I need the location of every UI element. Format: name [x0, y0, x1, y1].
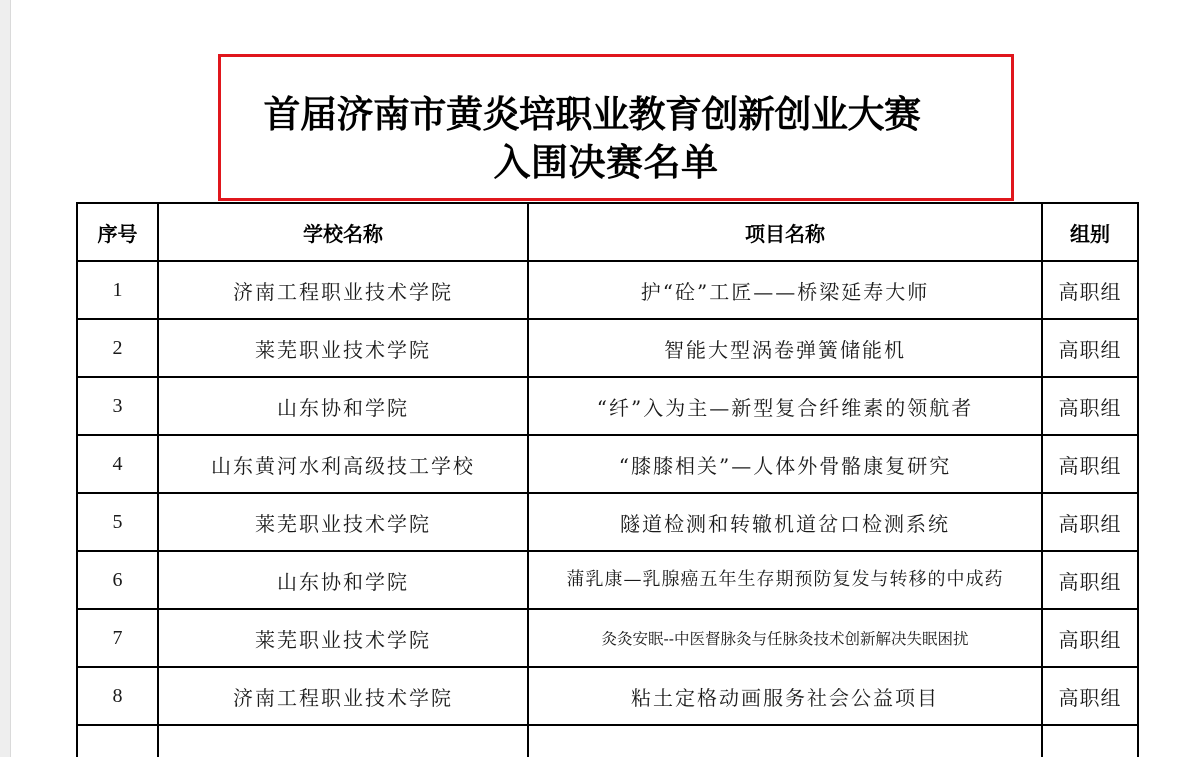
table-row — [77, 551, 1138, 609]
cell-school: 山东协和学院 — [158, 551, 528, 609]
header-school: 学校名称 — [158, 203, 528, 261]
page-edge-line — [10, 0, 11, 757]
table-row — [77, 435, 1138, 493]
cell-group: 高职组 — [1042, 551, 1138, 609]
cell-group: 高职组 — [1042, 319, 1138, 377]
document-title — [218, 90, 1014, 186]
cell-project: 护“砼”工匠——桥梁延寿大师 — [528, 261, 1042, 319]
header-project: 项目名称 — [528, 203, 1042, 261]
table-row-partial — [77, 725, 1138, 757]
document-title-line-2: 入围决赛名单 — [493, 140, 719, 184]
cell-project: 蒲乳康—乳腺癌五年生存期预防复发与转移的中成药 — [528, 551, 1042, 609]
cell-project: “膝膝相关”—人体外骨骼康复研究 — [528, 435, 1042, 493]
cell-project: 智能大型涡卷弹簧储能机 — [528, 319, 1042, 377]
cell-index: 2 — [77, 319, 158, 377]
table-row — [77, 609, 1138, 667]
cell-project: 隧道检测和转辙机道岔口检测系统 — [528, 493, 1042, 551]
cell-index: 5 — [77, 493, 158, 551]
cell-school-empty — [158, 725, 528, 757]
cell-school: 山东协和学院 — [158, 377, 528, 435]
cell-group: 高职组 — [1042, 609, 1138, 667]
cell-index: 6 — [77, 551, 158, 609]
table-header-row — [77, 203, 1138, 261]
cell-index: 7 — [77, 609, 158, 667]
cell-project: 粘土定格动画服务社会公益项目 — [528, 667, 1042, 725]
cell-school: 山东黄河水利高级技工学校 — [158, 435, 528, 493]
cell-group-empty — [1042, 725, 1138, 757]
page-left-margin — [0, 0, 10, 757]
cell-group: 高职组 — [1042, 435, 1138, 493]
header-index: 序号 — [77, 203, 158, 261]
header-group: 组别 — [1042, 203, 1138, 261]
cell-school: 济南工程职业技术学院 — [158, 261, 528, 319]
finalist-table — [76, 202, 1139, 757]
cell-group: 高职组 — [1042, 667, 1138, 725]
table-row — [77, 319, 1138, 377]
table-row — [77, 261, 1138, 319]
cell-index: 3 — [77, 377, 158, 435]
cell-index: 1 — [77, 261, 158, 319]
cell-index: 4 — [77, 435, 158, 493]
cell-index: 8 — [77, 667, 158, 725]
cell-project: 灸灸安眠--中医督脉灸与任脉灸技术创新解决失眠困扰 — [528, 609, 1042, 667]
cell-project: “纤”入为主—新型复合纤维素的领航者 — [528, 377, 1042, 435]
cell-school: 莱芜职业技术学院 — [158, 609, 528, 667]
cell-school: 济南工程职业技术学院 — [158, 667, 528, 725]
cell-group: 高职组 — [1042, 261, 1138, 319]
cell-project-empty — [528, 725, 1042, 757]
cell-index-empty — [77, 725, 158, 757]
table-row — [77, 493, 1138, 551]
cell-group: 高职组 — [1042, 493, 1138, 551]
table-row — [77, 667, 1138, 725]
cell-school: 莱芜职业技术学院 — [158, 319, 528, 377]
cell-group: 高职组 — [1042, 377, 1138, 435]
document-title-line-1: 首届济南市黄炎培职业教育创新创业大赛 — [263, 92, 921, 136]
cell-school: 莱芜职业技术学院 — [158, 493, 528, 551]
table-row — [77, 377, 1138, 435]
